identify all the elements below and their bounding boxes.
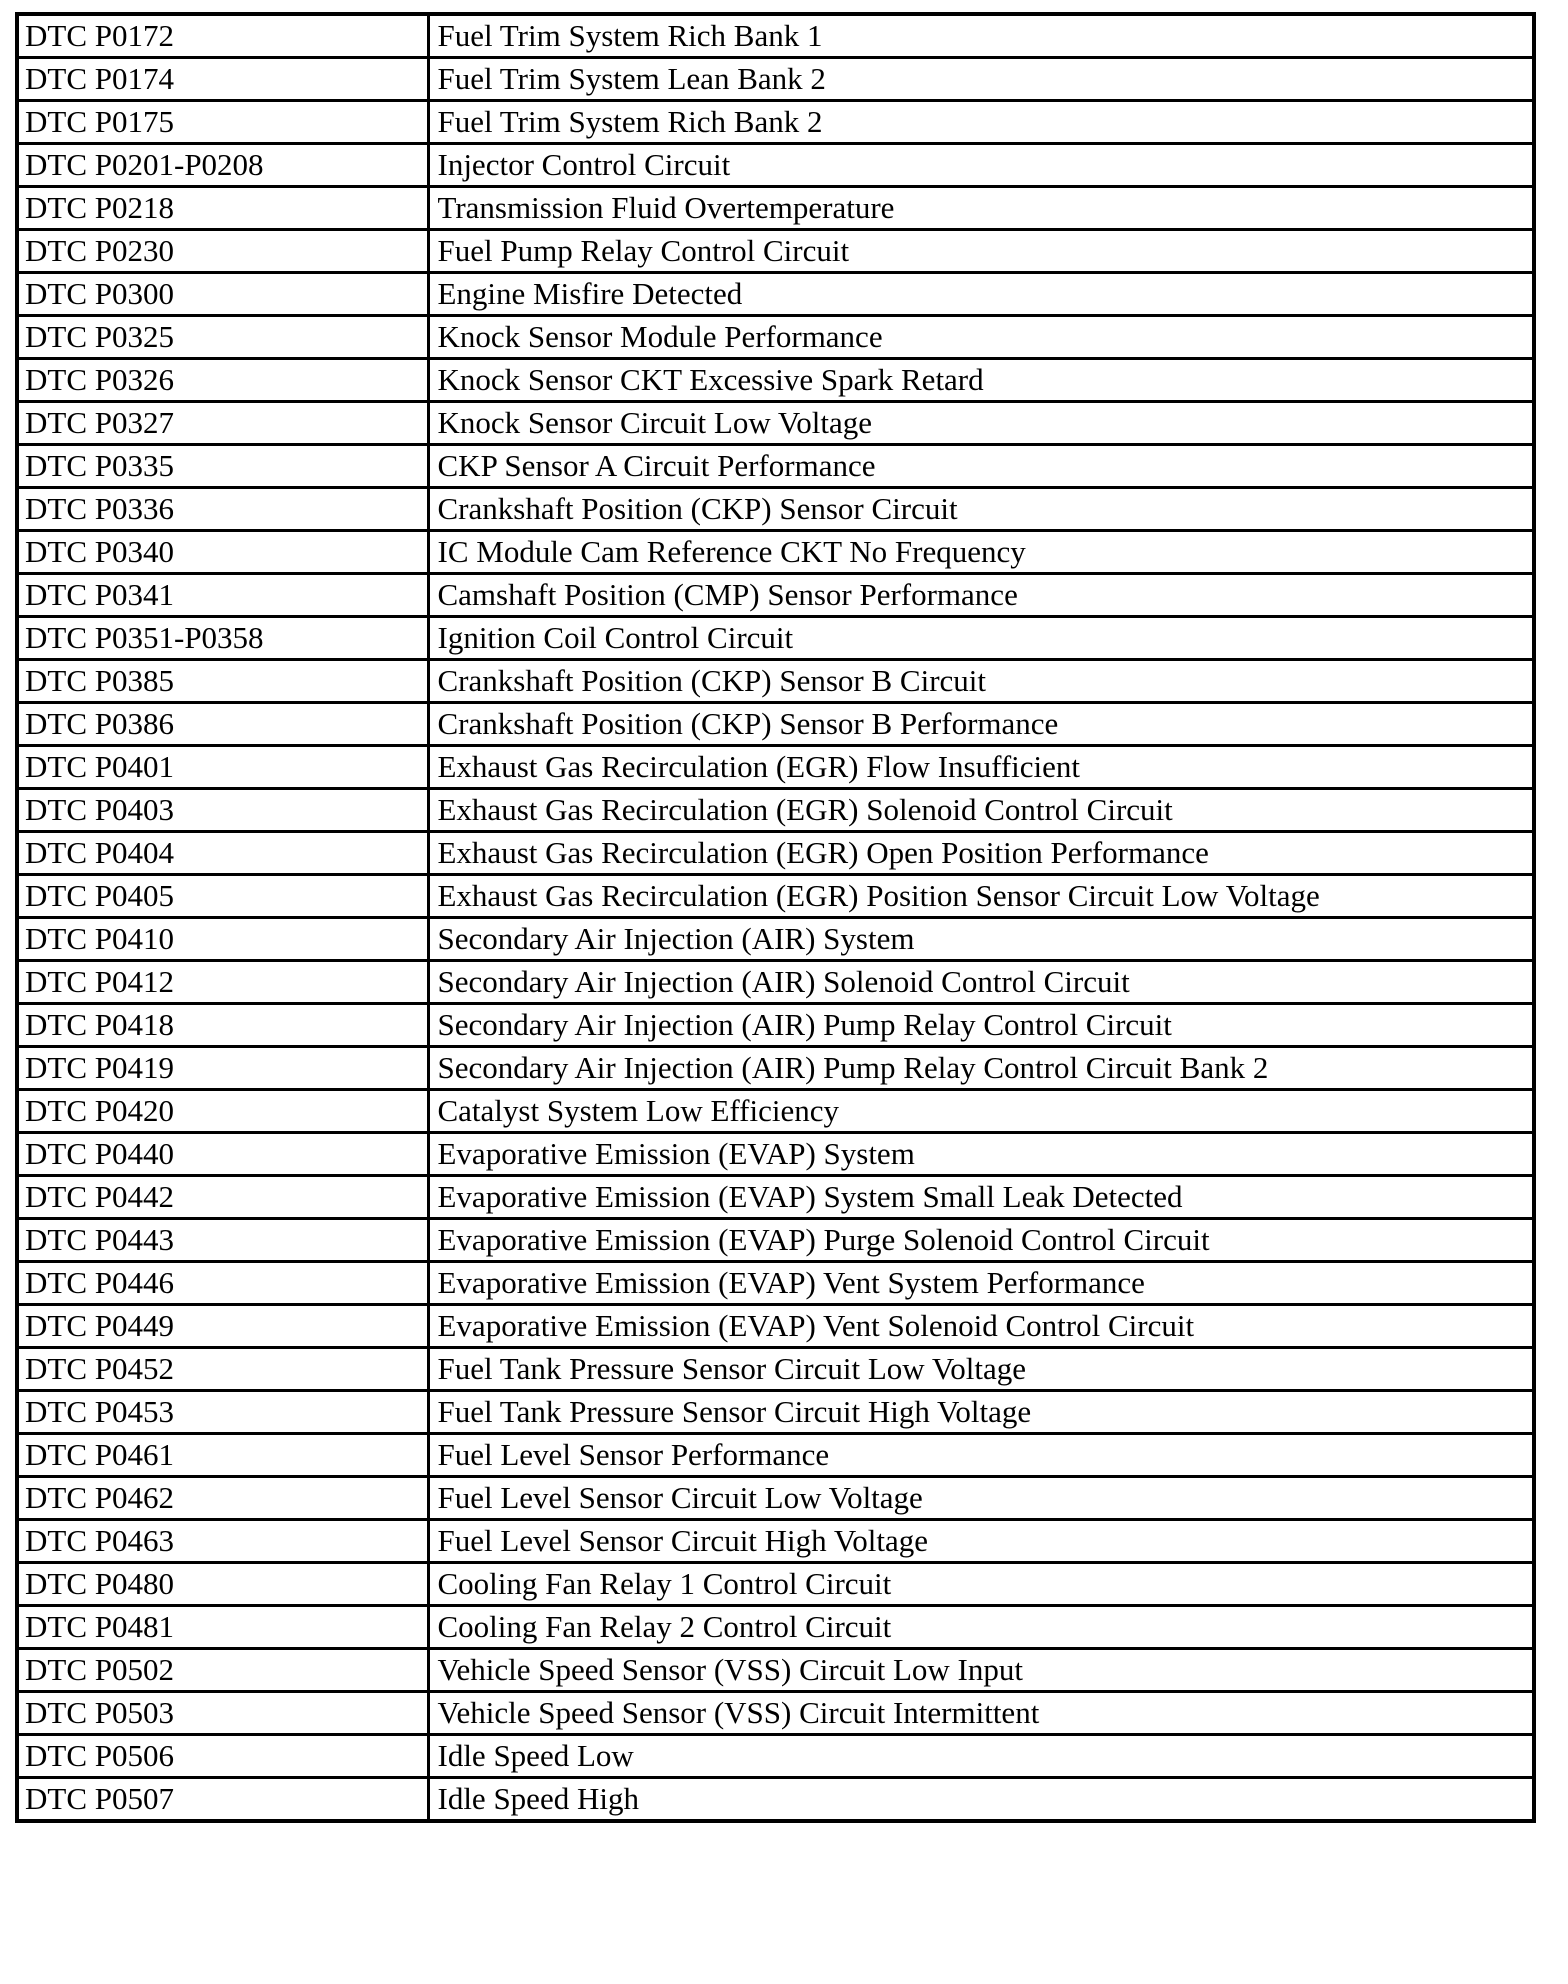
dtc-code-cell: DTC P0386 [17, 703, 428, 746]
dtc-code-cell: DTC P0201-P0208 [17, 144, 428, 187]
dtc-code-cell: DTC P0341 [17, 574, 428, 617]
dtc-description-cell: Fuel Level Sensor Performance [428, 1434, 1534, 1477]
dtc-code-cell: DTC P0175 [17, 101, 428, 144]
dtc-description-cell: Fuel Trim System Lean Bank 2 [428, 58, 1534, 101]
dtc-code-cell: DTC P0461 [17, 1434, 428, 1477]
table-row [17, 1133, 1534, 1176]
dtc-description-cell: CKP Sensor A Circuit Performance [428, 445, 1534, 488]
table-row [17, 144, 1534, 187]
table-row [17, 1692, 1534, 1735]
dtc-code-cell: DTC P0412 [17, 961, 428, 1004]
dtc-description-cell: Ignition Coil Control Circuit [428, 617, 1534, 660]
dtc-description-cell: Secondary Air Injection (AIR) Pump Relay Control Circuit [428, 1004, 1534, 1047]
dtc-description-cell: Crankshaft Position (CKP) Sensor Circuit [428, 488, 1534, 531]
dtc-description-cell: Evaporative Emission (EVAP) System [428, 1133, 1534, 1176]
dtc-description-cell: Fuel Tank Pressure Sensor Circuit Low Voltage [428, 1348, 1534, 1391]
dtc-description-cell: Idle Speed Low [428, 1735, 1534, 1778]
dtc-description-cell: Cooling Fan Relay 1 Control Circuit [428, 1563, 1534, 1606]
dtc-code-cell: DTC P0418 [17, 1004, 428, 1047]
dtc-description-cell: Exhaust Gas Recirculation (EGR) Flow Insufficient [428, 746, 1534, 789]
dtc-description-cell: Transmission Fluid Overtemperature [428, 187, 1534, 230]
dtc-table-body [17, 14, 1534, 1821]
dtc-description-cell: IC Module Cam Reference CKT No Frequency [428, 531, 1534, 574]
dtc-code-cell: DTC P0480 [17, 1563, 428, 1606]
table-row [17, 746, 1534, 789]
table-row [17, 1219, 1534, 1262]
dtc-code-cell: DTC P0453 [17, 1391, 428, 1434]
table-row [17, 1047, 1534, 1090]
dtc-code-cell: DTC P0452 [17, 1348, 428, 1391]
dtc-code-cell: DTC P0506 [17, 1735, 428, 1778]
dtc-code-cell: DTC P0446 [17, 1262, 428, 1305]
dtc-code-cell: DTC P0401 [17, 746, 428, 789]
table-row [17, 101, 1534, 144]
table-row [17, 703, 1534, 746]
dtc-description-cell: Fuel Trim System Rich Bank 1 [428, 14, 1534, 58]
dtc-description-cell: Vehicle Speed Sensor (VSS) Circuit Intermittent [428, 1692, 1534, 1735]
table-row [17, 1563, 1534, 1606]
table-row [17, 1262, 1534, 1305]
table-row [17, 1778, 1534, 1822]
dtc-code-cell: DTC P0335 [17, 445, 428, 488]
dtc-description-cell: Evaporative Emission (EVAP) System Small Leak Detected [428, 1176, 1534, 1219]
dtc-code-cell: DTC P0410 [17, 918, 428, 961]
dtc-code-table [15, 12, 1536, 1823]
dtc-code-cell: DTC P0443 [17, 1219, 428, 1262]
dtc-description-cell: Injector Control Circuit [428, 144, 1534, 187]
dtc-code-cell: DTC P0340 [17, 531, 428, 574]
table-row [17, 1090, 1534, 1133]
table-row [17, 58, 1534, 101]
dtc-description-cell: Fuel Trim System Rich Bank 2 [428, 101, 1534, 144]
dtc-code-cell: DTC P0481 [17, 1606, 428, 1649]
dtc-code-cell: DTC P0419 [17, 1047, 428, 1090]
dtc-description-cell: Evaporative Emission (EVAP) Purge Solenoid Control Circuit [428, 1219, 1534, 1262]
dtc-code-cell: DTC P0463 [17, 1520, 428, 1563]
table-row [17, 273, 1534, 316]
dtc-description-cell: Secondary Air Injection (AIR) System [428, 918, 1534, 961]
dtc-code-cell: DTC P0336 [17, 488, 428, 531]
table-row [17, 617, 1534, 660]
dtc-description-cell: Exhaust Gas Recirculation (EGR) Solenoid Control Circuit [428, 789, 1534, 832]
table-row [17, 359, 1534, 402]
dtc-description-cell: Camshaft Position (CMP) Sensor Performance [428, 574, 1534, 617]
dtc-description-cell: Evaporative Emission (EVAP) Vent Solenoid Control Circuit [428, 1305, 1534, 1348]
dtc-code-cell: DTC P0327 [17, 402, 428, 445]
dtc-description-cell: Knock Sensor CKT Excessive Spark Retard [428, 359, 1534, 402]
dtc-description-cell: Crankshaft Position (CKP) Sensor B Performance [428, 703, 1534, 746]
table-row [17, 1520, 1534, 1563]
dtc-code-cell: DTC P0385 [17, 660, 428, 703]
dtc-code-cell: DTC P0502 [17, 1649, 428, 1692]
table-row [17, 918, 1534, 961]
table-row [17, 1004, 1534, 1047]
dtc-code-cell: DTC P0507 [17, 1778, 428, 1822]
dtc-description-cell: Idle Speed High [428, 1778, 1534, 1822]
dtc-description-cell: Exhaust Gas Recirculation (EGR) Position Sensor Circuit Low Voltage [428, 875, 1534, 918]
table-row [17, 1391, 1534, 1434]
table-row [17, 14, 1534, 58]
dtc-description-cell: Secondary Air Injection (AIR) Solenoid Control Circuit [428, 961, 1534, 1004]
dtc-code-cell: DTC P0300 [17, 273, 428, 316]
table-row [17, 1606, 1534, 1649]
table-row [17, 1305, 1534, 1348]
dtc-description-cell: Fuel Tank Pressure Sensor Circuit High Voltage [428, 1391, 1534, 1434]
dtc-code-cell: DTC P0420 [17, 1090, 428, 1133]
dtc-description-cell: Vehicle Speed Sensor (VSS) Circuit Low Input [428, 1649, 1534, 1692]
table-row [17, 875, 1534, 918]
table-row [17, 531, 1534, 574]
dtc-description-cell: Fuel Pump Relay Control Circuit [428, 230, 1534, 273]
dtc-code-cell: DTC P0174 [17, 58, 428, 101]
dtc-description-cell: Engine Misfire Detected [428, 273, 1534, 316]
table-row [17, 1649, 1534, 1692]
dtc-code-cell: DTC P0403 [17, 789, 428, 832]
dtc-code-cell: DTC P0325 [17, 316, 428, 359]
dtc-description-cell: Knock Sensor Circuit Low Voltage [428, 402, 1534, 445]
table-row [17, 230, 1534, 273]
table-row [17, 187, 1534, 230]
table-row [17, 1477, 1534, 1520]
table-row [17, 660, 1534, 703]
dtc-description-cell: Secondary Air Injection (AIR) Pump Relay Control Circuit Bank 2 [428, 1047, 1534, 1090]
dtc-code-cell: DTC P0503 [17, 1692, 428, 1735]
table-row [17, 1735, 1534, 1778]
dtc-description-cell: Cooling Fan Relay 2 Control Circuit [428, 1606, 1534, 1649]
dtc-code-cell: DTC P0172 [17, 14, 428, 58]
dtc-description-cell: Crankshaft Position (CKP) Sensor B Circuit [428, 660, 1534, 703]
dtc-description-cell: Fuel Level Sensor Circuit High Voltage [428, 1520, 1534, 1563]
table-row [17, 402, 1534, 445]
dtc-code-cell: DTC P0326 [17, 359, 428, 402]
dtc-code-cell: DTC P0442 [17, 1176, 428, 1219]
table-row [17, 832, 1534, 875]
dtc-code-cell: DTC P0404 [17, 832, 428, 875]
dtc-description-cell: Catalyst System Low Efficiency [428, 1090, 1534, 1133]
table-row [17, 1348, 1534, 1391]
table-row [17, 445, 1534, 488]
table-row [17, 574, 1534, 617]
table-row [17, 1176, 1534, 1219]
table-row [17, 789, 1534, 832]
dtc-code-cell: DTC P0462 [17, 1477, 428, 1520]
dtc-code-cell: DTC P0449 [17, 1305, 428, 1348]
dtc-code-cell: DTC P0230 [17, 230, 428, 273]
dtc-description-cell: Fuel Level Sensor Circuit Low Voltage [428, 1477, 1534, 1520]
dtc-code-cell: DTC P0218 [17, 187, 428, 230]
table-row [17, 961, 1534, 1004]
dtc-code-cell: DTC P0351-P0358 [17, 617, 428, 660]
dtc-description-cell: Evaporative Emission (EVAP) Vent System Performance [428, 1262, 1534, 1305]
table-row [17, 316, 1534, 359]
dtc-description-cell: Knock Sensor Module Performance [428, 316, 1534, 359]
dtc-code-cell: DTC P0405 [17, 875, 428, 918]
table-row [17, 488, 1534, 531]
dtc-description-cell: Exhaust Gas Recirculation (EGR) Open Position Performance [428, 832, 1534, 875]
dtc-code-cell: DTC P0440 [17, 1133, 428, 1176]
table-row [17, 1434, 1534, 1477]
